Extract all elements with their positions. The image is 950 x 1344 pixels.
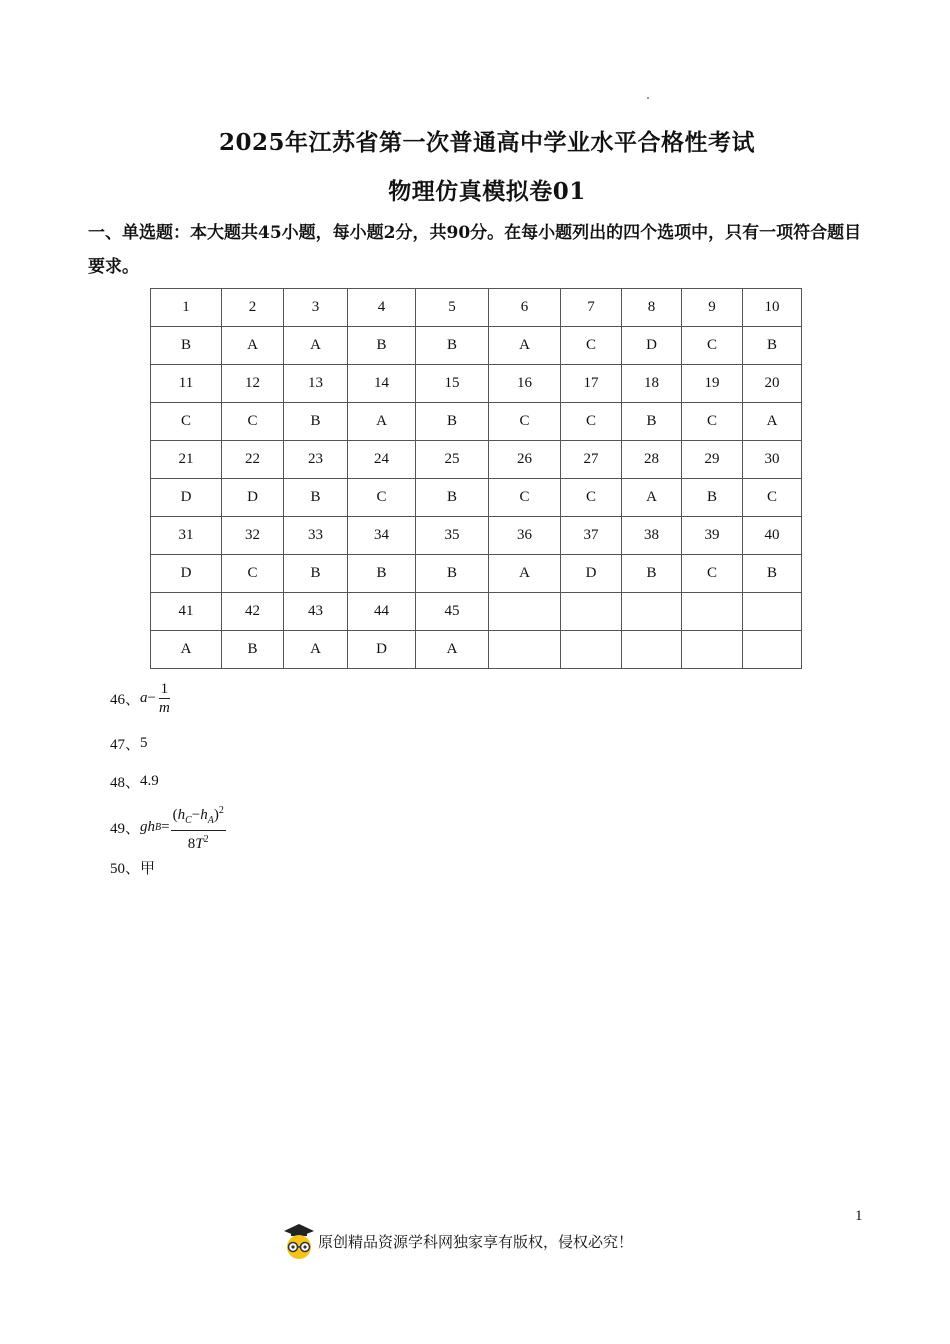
answer-row [151,479,802,517]
answer-50-label: 50、 [110,861,141,877]
answer-46-fraction [157,680,172,717]
answer-row [151,631,802,669]
exam-subtitle: 物理仿真模拟卷01 [388,178,586,205]
answer-cell [682,631,743,669]
footer-text: 原创精品资源学科网独家享有版权，侵权必究！ [318,1232,634,1251]
answer-cell: C [222,555,284,593]
mascot-icon [282,1222,316,1260]
page-number: 1 [855,1208,863,1224]
answer-cell: B [416,479,489,517]
answer-cell: B [416,403,489,441]
answer-cell: C [561,327,622,365]
question-number-cell: 23 [284,441,348,479]
answer-49-sup: 2 [218,805,224,816]
answer-cell: A [416,631,489,669]
answer-cell [489,631,561,669]
question-number-cell: 9 [682,289,743,327]
answer-cell: B [622,403,682,441]
answer-47 [110,733,148,754]
question-number-cell: 16 [489,365,561,403]
answer-cell: C [489,403,561,441]
question-number-cell: 24 [348,441,416,479]
question-number-cell: 33 [284,517,348,555]
answer-cell: C [561,403,622,441]
answer-49-den-t: T [195,836,204,852]
answer-49-denominator [186,831,211,853]
answer-cell: B [682,479,743,517]
question-number-cell: 22 [222,441,284,479]
answer-cell: A [743,403,802,441]
answer-cell: B [416,327,489,365]
answer-cell [561,631,622,669]
answer-cell: C [682,327,743,365]
question-number-cell: 27 [561,441,622,479]
question-number-cell: 2 [222,289,284,327]
answer-cell: D [561,555,622,593]
answer-49-g: g [140,819,148,835]
question-number-cell: 34 [348,517,416,555]
question-number-cell: 5 [416,289,489,327]
answer-47-label: 47、 [110,737,141,753]
question-number-cell: 6 [489,289,561,327]
question-number-cell [622,593,682,631]
answer-cell: D [151,555,222,593]
question-number-cell: 35 [416,517,489,555]
answer-49-sub-c: C [185,815,192,826]
answer-cell: C [682,403,743,441]
answer-cell: C [222,403,284,441]
answer-cell: C [682,555,743,593]
answer-49-minus: − [191,807,201,823]
answer-49-ha: h [200,807,208,823]
answer-49 [110,802,226,853]
answer-49-den-eight: 8 [187,836,196,852]
answer-49-den-sup: 2 [203,834,209,845]
question-number-row [151,289,802,327]
answer-cell: D [348,631,416,669]
answer-46-denominator: m [158,700,170,716]
question-number-row [151,365,802,403]
question-number-cell: 14 [348,365,416,403]
answer-row [151,555,802,593]
answer-46-numerator: 1 [160,681,169,697]
answer-cell: B [284,555,348,593]
question-number-cell: 29 [682,441,743,479]
question-number-cell: 18 [622,365,682,403]
question-number-cell: 15 [416,365,489,403]
answer-cell: C [743,479,802,517]
question-number-row [151,441,802,479]
answer-47-value: 5 [140,735,148,751]
answer-cell: B [222,631,284,669]
answer-cell: A [348,403,416,441]
answer-cell: C [348,479,416,517]
answer-cell: B [348,555,416,593]
question-number-cell: 25 [416,441,489,479]
answer-49-fraction [171,802,226,853]
answer-49-h: h [147,819,156,835]
question-number-cell: 32 [222,517,284,555]
question-number-cell: 13 [284,365,348,403]
question-number-cell: 41 [151,593,222,631]
answer-cell: C [561,479,622,517]
answer-46 [110,680,172,717]
answer-49-close: ) [213,807,219,823]
question-number-cell: 31 [151,517,222,555]
answer-cell [622,631,682,669]
question-number-cell: 4 [348,289,416,327]
question-number-cell: 17 [561,365,622,403]
answer-cell: A [489,327,561,365]
answer-cell: A [222,327,284,365]
question-number-cell: 11 [151,365,222,403]
answer-46-label: 46、 [110,692,141,708]
question-number-row [151,517,802,555]
answer-cell: B [348,327,416,365]
answer-cell: B [284,403,348,441]
answer-row [151,403,802,441]
question-number-cell: 26 [489,441,561,479]
question-number-cell: 10 [743,289,802,327]
answer-cell: C [489,479,561,517]
answer-cell [743,631,802,669]
answer-cell: B [622,555,682,593]
question-number-cell: 38 [622,517,682,555]
stray-dot [647,97,649,99]
answer-49-sub-b: B [155,822,162,833]
answer-49-open: ( [172,807,178,823]
question-number-cell [682,593,743,631]
question-number-cell [561,593,622,631]
question-number-cell [743,593,802,631]
answer-48-value: 4.9 [140,773,159,789]
answer-table [150,288,802,669]
question-number-cell: 19 [682,365,743,403]
question-number-cell: 30 [743,441,802,479]
answer-49-numerator [171,802,226,831]
question-number-row [151,593,802,631]
answer-46-dash: − [147,690,156,706]
question-number-cell: 21 [151,441,222,479]
answer-cell: A [489,555,561,593]
exam-title: 2025年江苏省第一次普通高中学业水平合格性考试 [218,129,755,156]
question-number-cell: 1 [151,289,222,327]
question-number-cell: 44 [348,593,416,631]
answer-49-sub-a: A [207,815,214,826]
answer-cell: A [151,631,222,669]
question-number-cell: 45 [416,593,489,631]
answer-48-label: 48、 [110,775,141,791]
answer-cell: A [284,327,348,365]
question-number-cell: 37 [561,517,622,555]
question-number-cell [489,593,561,631]
question-number-cell: 43 [284,593,348,631]
answer-46-var: a [140,690,148,706]
answer-49-equals: = [161,819,170,835]
answer-cell: D [222,479,284,517]
answer-cell: A [284,631,348,669]
question-number-cell: 28 [622,441,682,479]
question-number-cell: 8 [622,289,682,327]
answer-cell: D [151,479,222,517]
question-number-cell: 3 [284,289,348,327]
answer-cell: B [743,327,802,365]
question-number-cell: 40 [743,517,802,555]
answer-cell: B [743,555,802,593]
answer-48 [110,771,159,792]
question-number-cell: 12 [222,365,284,403]
answer-row [151,327,802,365]
answer-cell: D [622,327,682,365]
question-number-cell: 20 [743,365,802,403]
question-number-cell: 42 [222,593,284,631]
footer [282,1222,633,1260]
answer-cell: B [416,555,489,593]
answer-50-value: 甲 [140,861,156,877]
section-instruction: 一、单选题：本大题共45小题，每小题2分，共90分。在每小题列出的四个选项中，只有一项符合题目要求。 [88,223,862,277]
answer-cell: C [151,403,222,441]
question-number-cell: 7 [561,289,622,327]
question-number-cell: 39 [682,517,743,555]
answer-cell: B [151,327,222,365]
answer-49-hc: h [177,807,186,823]
answer-cell: B [284,479,348,517]
answer-49-label: 49、 [110,821,141,837]
question-number-cell: 36 [489,517,561,555]
answer-50 [110,857,155,878]
answer-cell: A [622,479,682,517]
